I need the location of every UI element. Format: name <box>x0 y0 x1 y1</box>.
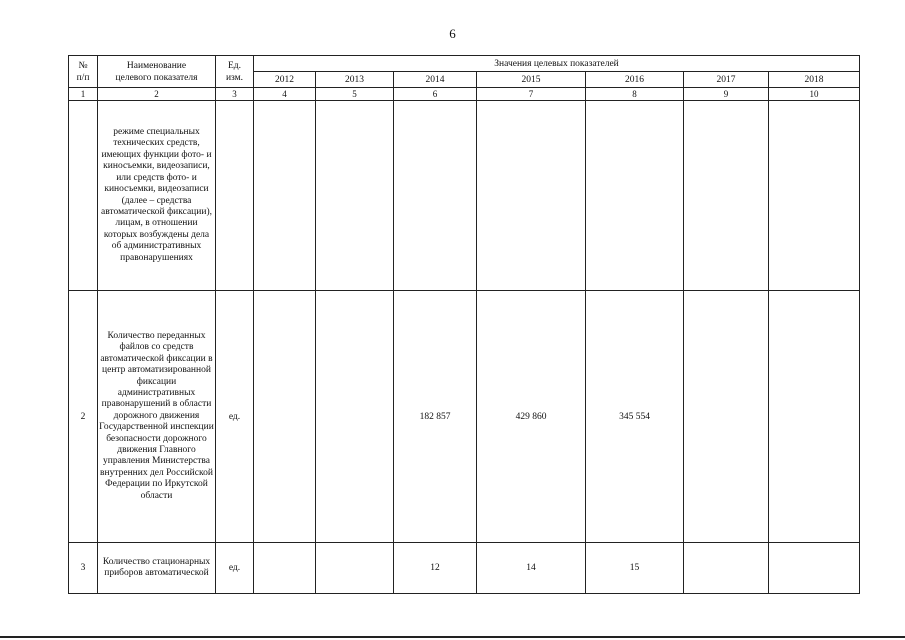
header-year: 2013 <box>316 72 394 88</box>
header-year: 2016 <box>586 72 684 88</box>
row-num: 3 <box>69 543 98 594</box>
target-indicators-table <box>68 55 860 594</box>
column-number: 5 <box>316 88 394 101</box>
row-value: 429 860 <box>477 291 586 543</box>
page-bottom-rule <box>0 636 905 638</box>
column-number: 3 <box>216 88 254 101</box>
header-name <box>98 56 216 88</box>
header-values-title: Значения целевых показателей <box>254 56 860 72</box>
row-num: 2 <box>69 291 98 543</box>
row-value <box>769 101 860 291</box>
header-unit-text: Ед. изм. <box>225 60 244 83</box>
row-value <box>254 291 316 543</box>
row-value <box>477 101 586 291</box>
page-number: 6 <box>449 26 456 41</box>
row-value <box>316 543 394 594</box>
row-value: 345 554 <box>586 291 684 543</box>
row-value <box>316 291 394 543</box>
row-value: 14 <box>477 543 586 594</box>
row-unit: ед. <box>216 291 254 543</box>
row-value <box>586 101 684 291</box>
header-year: 2012 <box>254 72 316 88</box>
header-year: 2017 <box>684 72 769 88</box>
header-name-text: Наименование целевого показателя <box>115 60 198 83</box>
row-value <box>316 101 394 291</box>
row-value <box>769 543 860 594</box>
table-row <box>69 543 860 594</box>
header-year: 2018 <box>769 72 860 88</box>
column-number: 6 <box>394 88 477 101</box>
row-name: Количество стационарных приборов автоматической <box>98 543 216 594</box>
column-number: 4 <box>254 88 316 101</box>
table-row <box>69 291 860 543</box>
header-num <box>69 56 98 88</box>
header-num-text: № п/п <box>76 60 90 83</box>
row-unit <box>216 101 254 291</box>
table-row <box>69 101 860 291</box>
row-value <box>684 101 769 291</box>
column-number: 7 <box>477 88 586 101</box>
header-unit <box>216 56 254 88</box>
row-value <box>684 291 769 543</box>
header-year: 2014 <box>394 72 477 88</box>
row-name: режиме специальных технических средств, имеющих функции фото- и киносъемки, видеозаписи, или средств фото- и киносъемки, видеозаписи (далее – средства автоматической фиксации), лицам, в отношении которых возбуждены дела об административных правонарушениях <box>98 101 216 291</box>
row-unit: ед. <box>216 543 254 594</box>
column-number: 9 <box>684 88 769 101</box>
row-value <box>394 101 477 291</box>
row-value: 15 <box>586 543 684 594</box>
column-number: 8 <box>586 88 684 101</box>
row-value <box>684 543 769 594</box>
row-num <box>69 101 98 291</box>
row-name: Количество переданных файлов со средств автоматической фиксации в центр автоматизированной фиксации административных правонарушений в области дорожного движения Государственной инспекции безопасности дорожного движения Главного управления Министерства внутренних дел Российской Федерации по Иркутской области <box>98 291 216 543</box>
column-number: 1 <box>69 88 98 101</box>
column-number: 10 <box>769 88 860 101</box>
row-value <box>254 543 316 594</box>
column-number: 2 <box>98 88 216 101</box>
row-value: 182 857 <box>394 291 477 543</box>
header-year: 2015 <box>477 72 586 88</box>
row-value: 12 <box>394 543 477 594</box>
row-value <box>254 101 316 291</box>
row-value <box>769 291 860 543</box>
